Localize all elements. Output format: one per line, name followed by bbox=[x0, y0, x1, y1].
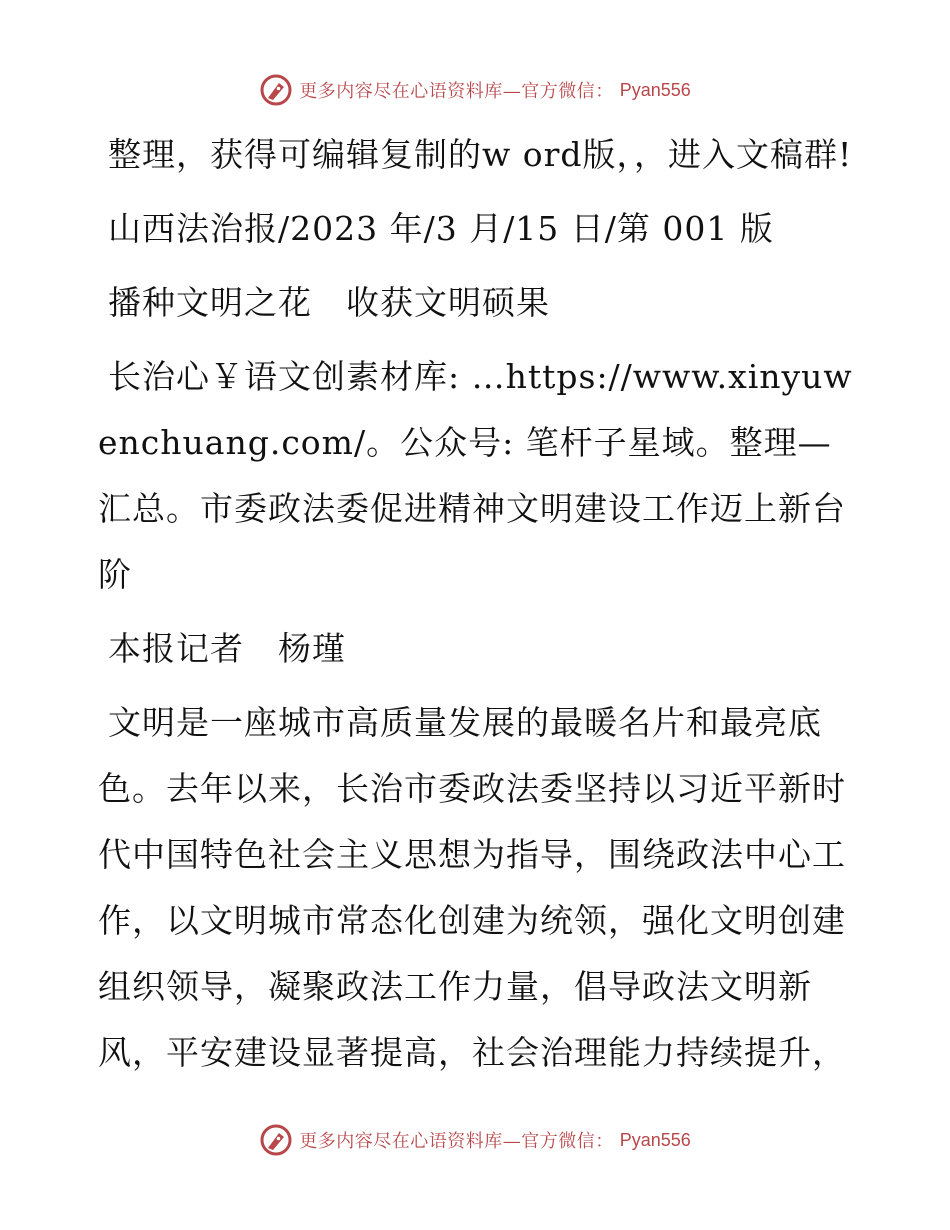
document-body bbox=[98, 122, 858, 1094]
footer-banner bbox=[0, 1120, 950, 1160]
banner-wechat-id: Pyan556 bbox=[619, 1129, 691, 1150]
pen-nib-icon bbox=[259, 73, 293, 107]
pen-nib-icon bbox=[259, 1123, 293, 1157]
paragraph-material-library: 长治心￥语文创素材库: …https://www.xinyuwenchuang.com/。公众号: 笔杆子星域。整理—汇总。市委政法委促进精神文明建设工作迈上新台阶 bbox=[98, 357, 853, 594]
article-title: 播种文明之花 收获文明硕果 bbox=[108, 283, 550, 322]
paragraph-byline: 本报记者 杨瑾 bbox=[108, 629, 346, 668]
header-banner bbox=[0, 70, 950, 110]
banner-text: 更多内容尽在心语资料库—官方微信： bbox=[299, 81, 614, 102]
paragraph-body: 文明是一座城市高质量发展的最暖名片和最亮底色。去年以来，长治市委政法委坚持以习近平新时代中国特色社会主义思想为指导，围绕政法中心工作，以文明城市常态化创建为统领，强化文明创建组织领导，凝聚政法工作力量，倡导政法文明新风，平安建设显著提高，社会治理能力持续提升， bbox=[98, 703, 846, 1072]
paragraph-intro: 整理，获得可编辑复制的w ord版，，进入文稿群! bbox=[108, 135, 853, 174]
banner-text: 更多内容尽在心语资料库—官方微信： bbox=[299, 1131, 614, 1152]
paragraph-source: 山西法治报/2023 年/3 月/15 日/第 001 版 bbox=[108, 209, 774, 248]
banner-wechat-id: Pyan556 bbox=[619, 79, 691, 100]
